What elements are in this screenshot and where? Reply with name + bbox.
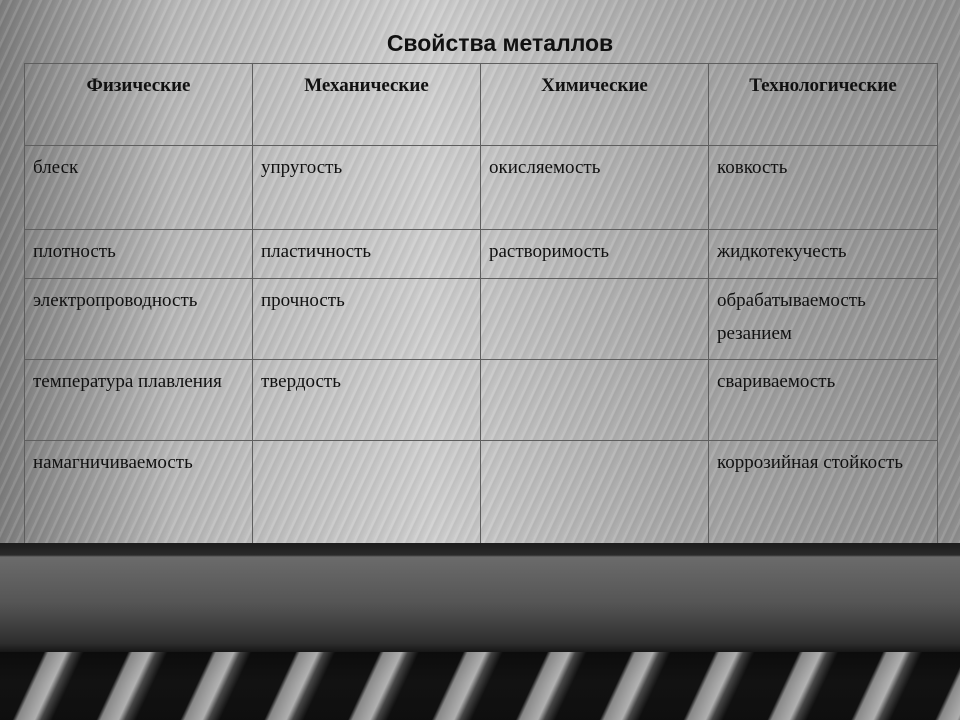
- table-cell: электропроводность: [25, 279, 253, 360]
- table-cell: [253, 441, 481, 544]
- metal-stripes-decoration: [0, 652, 960, 720]
- header-technological: Технологические: [709, 64, 938, 146]
- table-cell: жидкотекучесть: [709, 230, 938, 279]
- table-cell: обрабатываемость резанием: [709, 279, 938, 360]
- table-cell: прочность: [253, 279, 481, 360]
- table-cell: ковкость: [709, 146, 938, 230]
- table-cell: температура плавления: [25, 360, 253, 441]
- header-mechanical: Механические: [253, 64, 481, 146]
- table-cell: свариваемость: [709, 360, 938, 441]
- table-cell: упругость: [253, 146, 481, 230]
- table-cell: намагничиваемость: [25, 441, 253, 544]
- table-row: [25, 441, 938, 544]
- table-cell: плотность: [25, 230, 253, 279]
- header-chemical: Химические: [481, 64, 709, 146]
- table-row: [25, 360, 938, 441]
- table-cell: коррозийная стойкость: [709, 441, 938, 544]
- table-row: [25, 230, 938, 279]
- table-cell: пластичность: [253, 230, 481, 279]
- table-row: [25, 279, 938, 360]
- metal-properties-table: [24, 63, 938, 544]
- table-cell: растворимость: [481, 230, 709, 279]
- table-cell: блеск: [25, 146, 253, 230]
- table-header-row: [25, 64, 938, 146]
- slide-title: Свойства металлов: [386, 30, 614, 56]
- table-cell: [481, 360, 709, 441]
- table-cell: окисляемость: [481, 146, 709, 230]
- table-cell: твердость: [253, 360, 481, 441]
- table-cell: [481, 441, 709, 544]
- table-row: [25, 146, 938, 230]
- header-physical: Физические: [25, 64, 253, 146]
- table-cell: [481, 279, 709, 360]
